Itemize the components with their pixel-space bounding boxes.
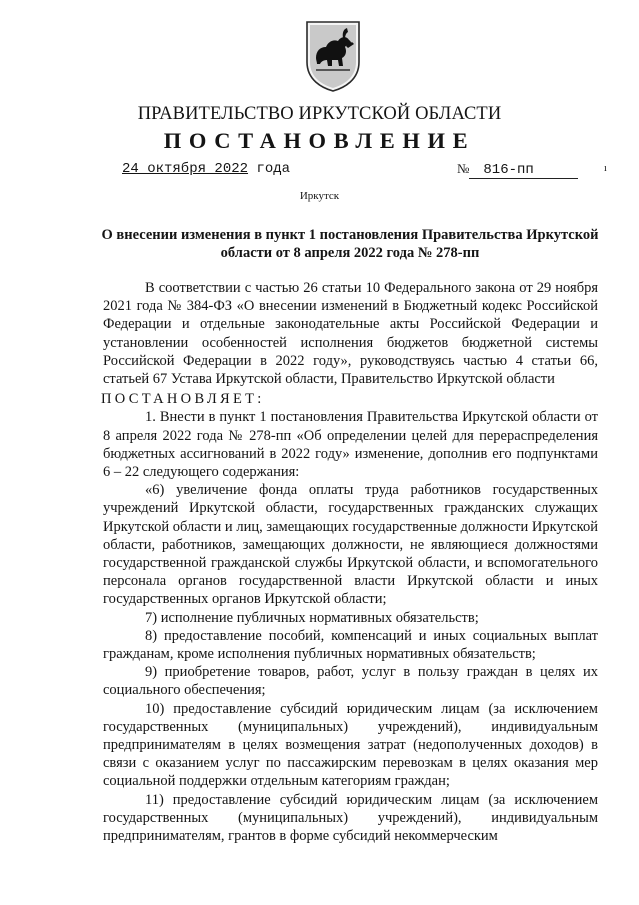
body-paragraph: 11) предоставление субсидий юридическим лицам (за исключением государственных (муниципальных) учреждений), индивидуальным предпринимателям, грантов в форме субсидий некоммерческим	[103, 791, 598, 845]
margin-mark: ı	[604, 163, 607, 174]
document-date	[122, 161, 290, 177]
preamble-paragraph: В соответствии с частью 26 статьи 10 Федерального закона от 29 ноября 2021 года № 384-ФЗ «О внесении изменений в Бюджетный кодекс Российской Федерации и отдельные законодательные акты Российской Федерации и установлении особенностей исполнения бюджетов бюджетной системы Российской Федерации в 2022 году», руководствуясь частью 4 статьи 66, статьей 67 Устава Иркутской области, Правительство Иркутской области	[103, 280, 598, 388]
body-paragraph: «6) увеличение фонда оплаты труда работников государственных учреждений Иркутской области, государственных гражданских служащих Иркутской области и лиц, замещающих государственные должности Иркутской области, работников, замещающих должности, не являющиеся должностями государственной гражданской службы Иркутской области, и вспомогательного персонала органов государственной власти Иркутской области и иных государственных органов Иркутской области;	[103, 482, 598, 608]
government-name: ПРАВИТЕЛЬСТВО ИРКУТСКОЙ ОБЛАСТИ	[137, 104, 502, 124]
document-type: ПОСТАНОВЛЕНИЕ	[163, 128, 476, 153]
date-suffix: года	[256, 161, 291, 177]
number-sign: №	[457, 161, 470, 176]
coat-of-arms-icon	[304, 18, 362, 92]
body-paragraph: 8) предоставление пособий, компенсаций и иных социальных выплат гражданам, кроме исполнения публичных нормативных обязательств;	[103, 627, 598, 663]
body-paragraph: 1. Внести в пункт 1 постановления Правительства Иркутской области от 8 апреля 2022 года № 278-пп «Об определении целей для перераспределения бюджетных ассигнований в 2022 году» изменение, дополнив его подпунктами 6 – 22 следующего содержания:	[103, 409, 598, 481]
date-value: 24 октября 2022	[122, 161, 249, 177]
document-number	[457, 161, 578, 179]
body-paragraph: 7) исполнение публичных нормативных обязательств;	[145, 609, 479, 626]
document-body	[103, 279, 598, 845]
body-paragraph: 9) приобретение товаров, работ, услуг в пользу граждан в целях их социального обеспечения;	[103, 664, 598, 699]
city-name: Иркутск	[299, 190, 340, 202]
document-title: О внесении изменения в пункт 1 постановления Правительства Иркутской области от 8 апреля 2022 года № 278-пп	[101, 227, 599, 261]
body-paragraph: 10) предоставление субсидий юридическим лицам (за исключением государственных (муниципальных) учреждений), индивидуальным предпринимателям в целях возмещения затрат (недополученных доходов) в связи с оказанием услуг по пассажирским перевозкам в целях оказания мер социальной поддержки отдельным категориям граждан;	[103, 700, 598, 790]
number-value: 816-пп	[469, 162, 578, 179]
decree-word: ПОСТАНОВЛЯЕТ:	[101, 391, 265, 408]
